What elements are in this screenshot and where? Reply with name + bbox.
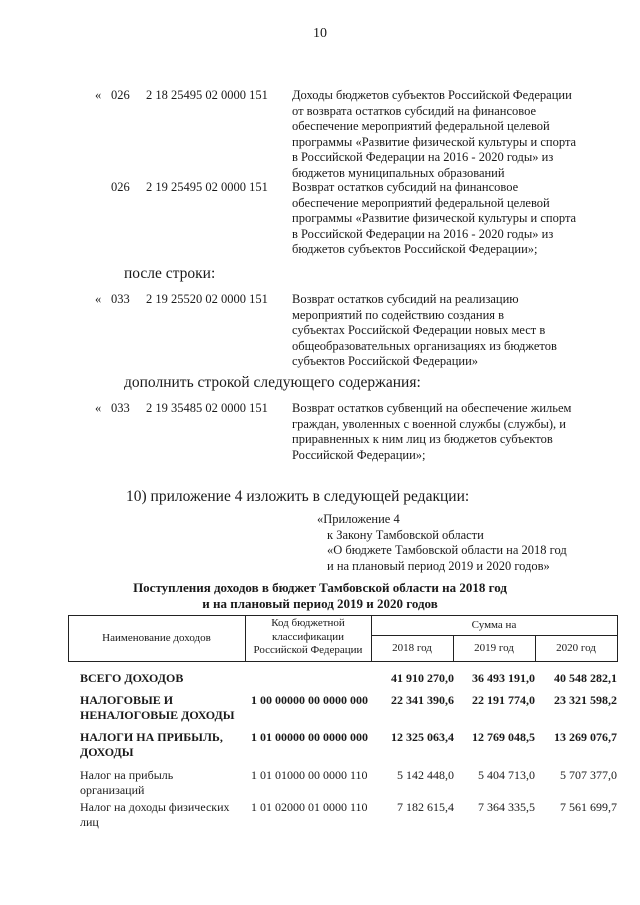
table-row-name: НАЛОГОВЫЕ И НЕНАЛОГОВЫЕ ДОХОДЫ — [80, 693, 235, 722]
admin-code: 033 — [111, 401, 130, 415]
table-row-2020: 13 269 076,7 — [554, 730, 617, 744]
section-10-heading: 10) приложение 4 изложить в следующей редакции: — [126, 488, 470, 505]
table-row-2019: 12 769 048,5 — [472, 730, 535, 744]
table-row-name: НАЛОГИ НА ПРИБЫЛЬ, ДОХОДЫ — [80, 730, 223, 759]
after-row-instruction: после строки: — [124, 265, 216, 282]
opening-quote: « — [95, 292, 102, 306]
table-row-code: 1 01 01000 00 0000 110 — [251, 768, 368, 782]
opening-quote: « — [95, 88, 102, 102]
table-row-2019: 22 191 774,0 — [472, 693, 535, 707]
table-header-divider — [371, 635, 618, 636]
header-classification-code: Код бюджетной классификации Российской Федерации — [253, 617, 363, 656]
table-row-2020: 23 321 598,2 — [554, 693, 617, 707]
table-row-2018: 22 341 390,6 — [391, 693, 454, 707]
table-row-2020: 5 707 377,0 — [560, 768, 617, 782]
table-row-2019: 7 364 335,5 — [478, 800, 535, 814]
table-row-2018: 5 142 448,0 — [397, 768, 454, 782]
budget-classification-code: 2 18 25495 02 0000 151 — [146, 88, 268, 102]
table-row-name: Налог на прибыль организаций — [80, 768, 174, 797]
row-total-name: ВСЕГО ДОХОДОВ — [80, 671, 184, 685]
supplement-instruction: дополнить строкой следующего содержания: — [124, 374, 421, 391]
row-total-2018: 41 910 270,0 — [391, 671, 454, 685]
table-right-border — [617, 615, 618, 661]
income-description: Возврат остатков субвенций на обеспечение жильем граждан, уволенных с военной службы (службы), и приравненных к ним лиц из бюджетов субъектов Российской Федерации»; — [292, 401, 572, 462]
header-sum: Сумма на — [471, 619, 517, 631]
table-row-name: Налог на доходы физических лиц — [80, 800, 230, 829]
budget-classification-code: 2 19 25495 02 0000 151 — [146, 180, 268, 194]
table-header-bottom-border — [68, 661, 618, 662]
table-row-2018: 12 325 063,4 — [391, 730, 454, 744]
header-income-name: Наименование доходов — [102, 632, 211, 644]
budget-classification-code: 2 19 25520 02 0000 151 — [146, 292, 268, 306]
income-description: Возврат остатков субсидий на финансовое обеспечение мероприятий федеральной целевой программы «Развитие физической культуры и спорта в Российской Федерации на 2016 - 2020 годы» из бюджетов субъектов Российской Федерации»; — [292, 180, 577, 256]
table-row-2019: 5 404 713,0 — [478, 768, 535, 782]
table-title: Поступления доходов в бюджет Тамбовской области на 2018 год и на плановый период 2019 и 2020 годов — [133, 580, 507, 611]
table-row-code: 1 01 00000 00 0000 000 — [251, 730, 368, 744]
row-total-2020: 40 548 282,1 — [554, 671, 617, 685]
table-row-code: 1 00 00000 00 0000 000 — [251, 693, 368, 707]
admin-code: 033 — [111, 292, 130, 306]
appendix-reference: «Приложение 4 к Закону Тамбовской области «О бюджете Тамбовской области на 2018 год и на плановый период 2019 и 2020 годов» — [317, 512, 567, 573]
budget-classification-code: 2 19 35485 02 0000 151 — [146, 401, 268, 415]
header-year-2020: 2020 год — [556, 642, 596, 654]
header-year-2018: 2018 год — [392, 642, 432, 654]
row-total-2019: 36 493 191,0 — [472, 671, 535, 685]
admin-code: 026 — [111, 180, 130, 194]
table-row-2018: 7 182 615,4 — [397, 800, 454, 814]
admin-code: 026 — [111, 88, 130, 102]
income-description: Доходы бюджетов субъектов Российской Федерации от возврата остатков субсидий на финансовое обеспечение мероприятий федеральной целевой программы «Развитие физической культуры и спорта в Российской Федерации на 2016 - 2020 годы» из бюджетов муниципальных образований — [292, 88, 577, 180]
table-row-2020: 7 561 699,7 — [560, 800, 617, 814]
income-description: Возврат остатков субсидий на реализацию мероприятий по содействию создания в субъектах Российской Федерации новых мест в общеобразовательных организациях из бюджетов субъектов Российской Федерации» — [292, 292, 557, 368]
table-top-border — [68, 615, 618, 616]
header-year-2019: 2019 год — [474, 642, 514, 654]
table-row-code: 1 01 02000 01 0000 110 — [251, 800, 368, 814]
page-number: 10 — [313, 26, 327, 41]
opening-quote: « — [95, 401, 102, 415]
